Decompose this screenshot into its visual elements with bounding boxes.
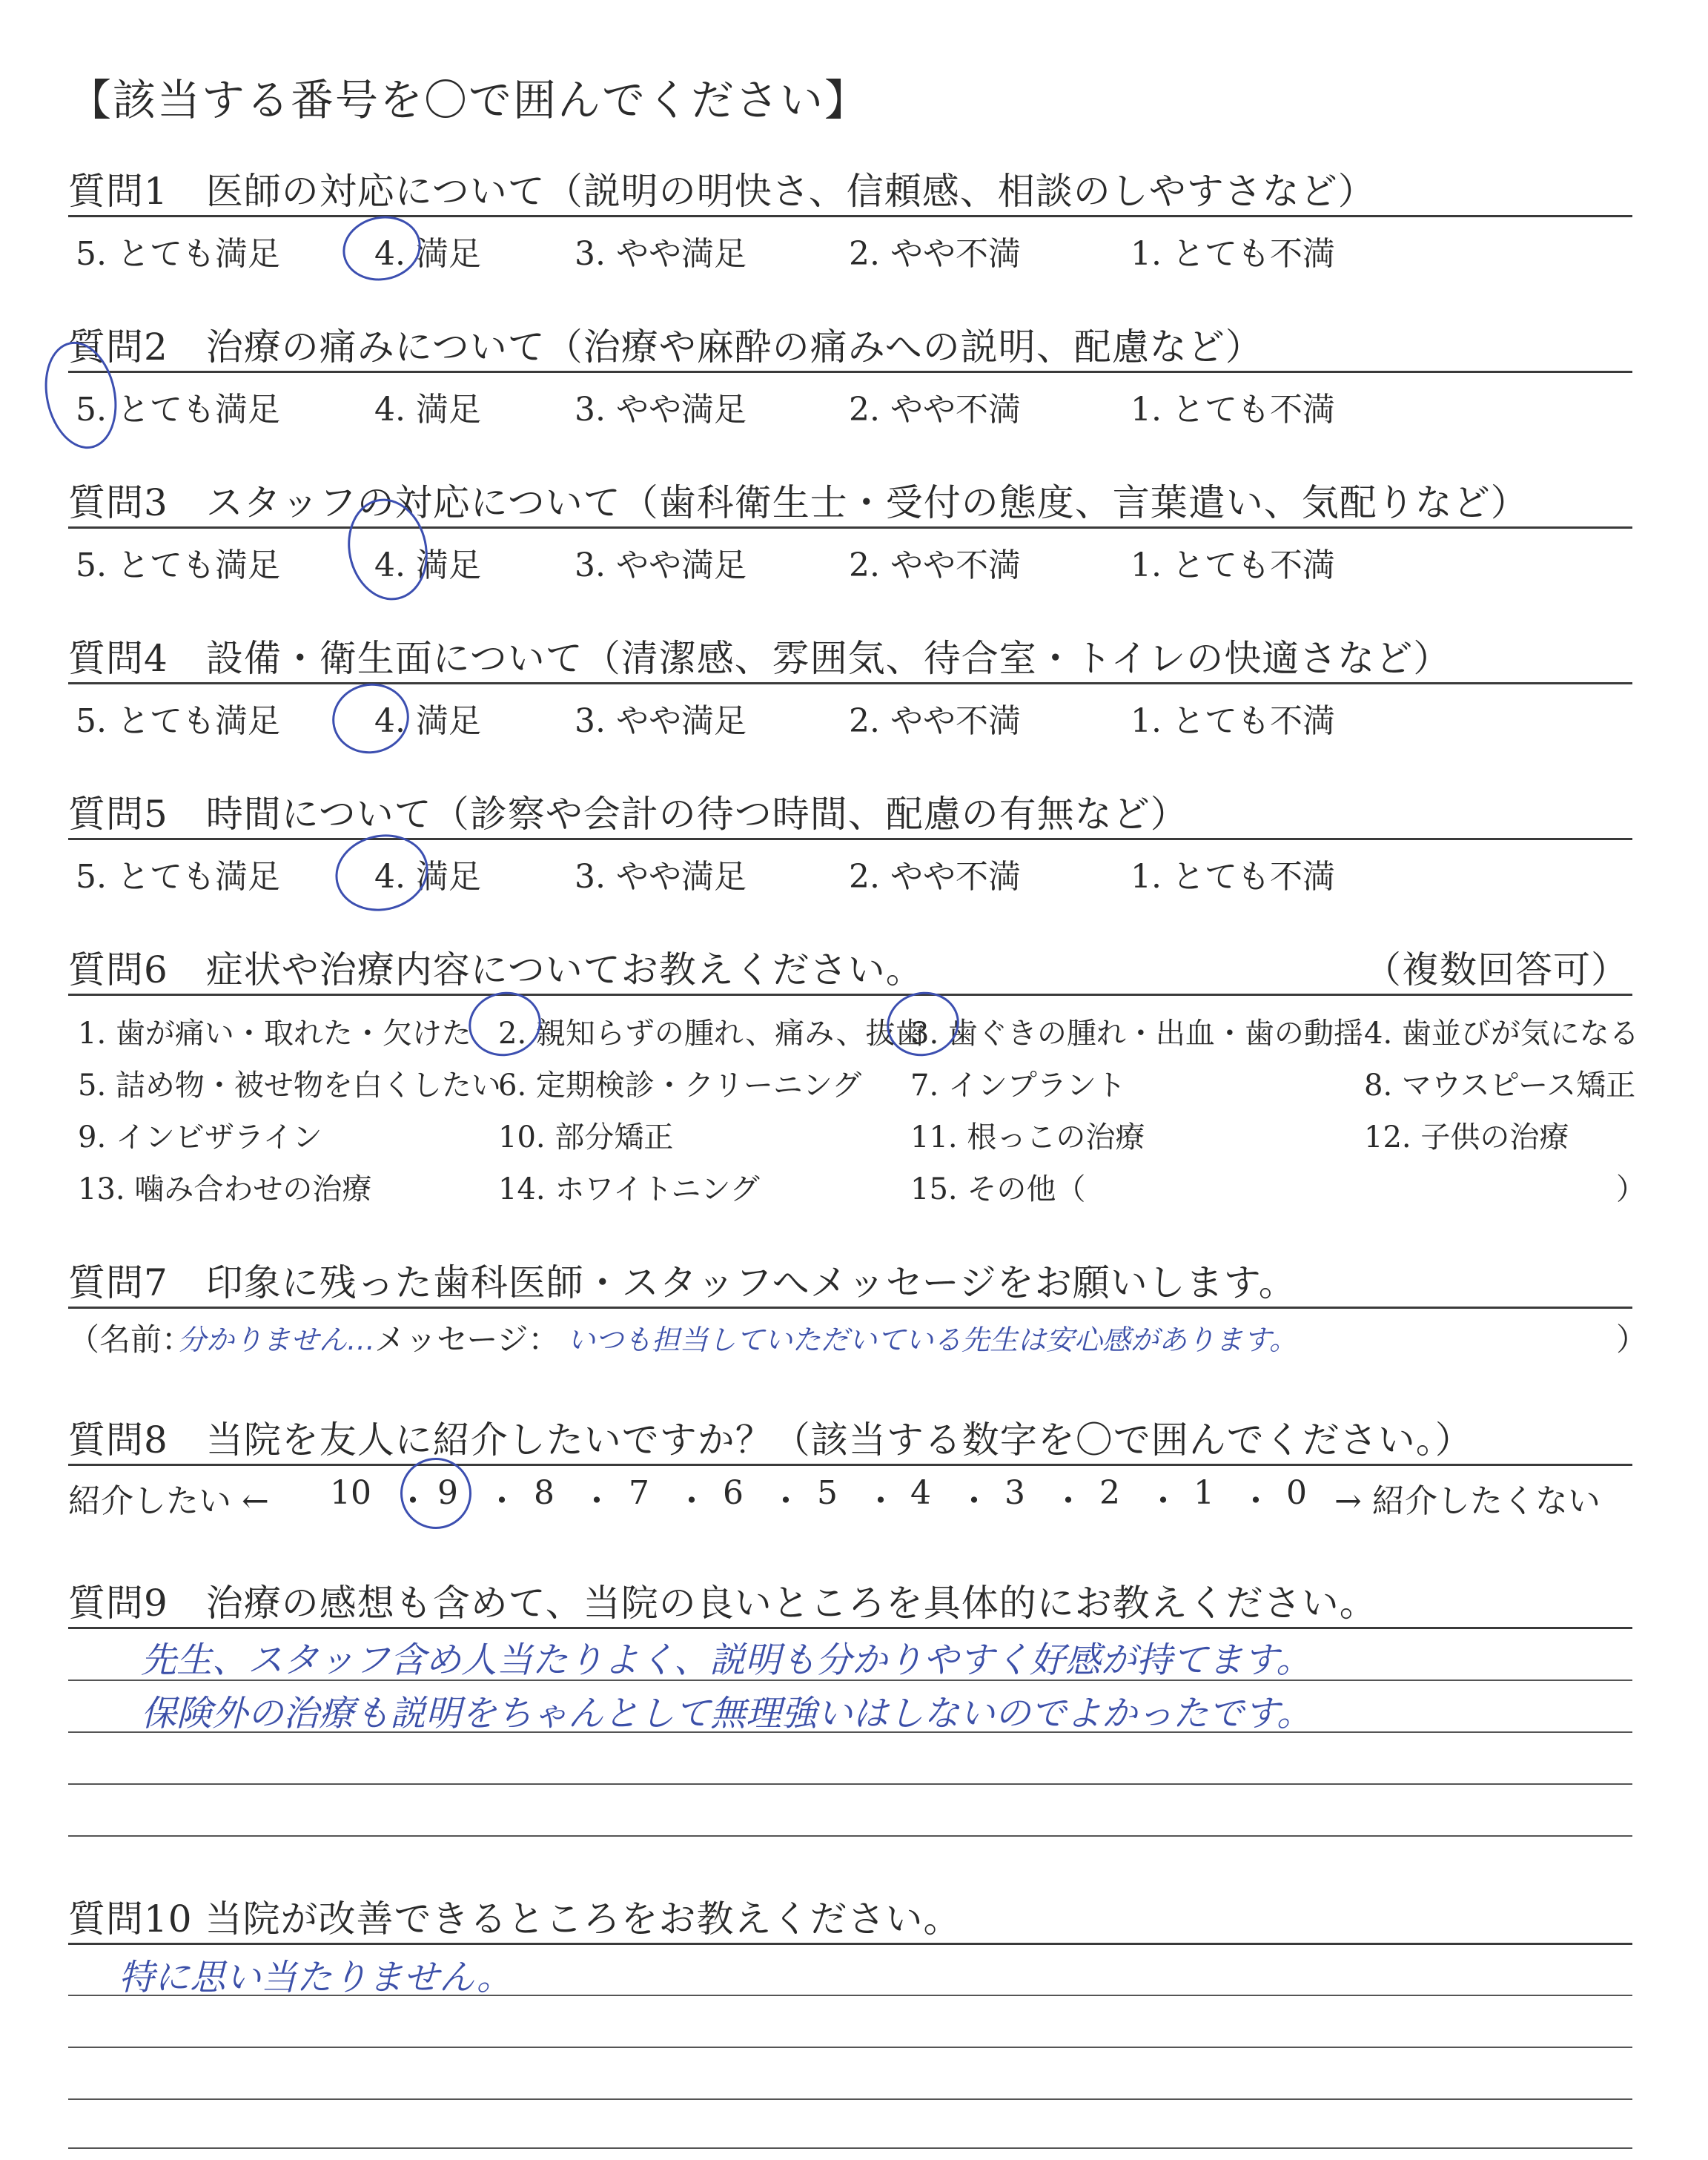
q6-option-9[interactable]: 9. インビザライン (78, 1120, 322, 1155)
q6-option-11[interactable]: 11. 根っこの治療 (910, 1120, 1145, 1155)
question-6-rule (68, 994, 1632, 996)
q1-selection-circle (337, 209, 427, 288)
q8-scale-2[interactable]: 2 (1099, 1474, 1120, 1512)
q8-scale-9[interactable]: 9 (437, 1474, 458, 1512)
q8-scale-8[interactable]: 8 (534, 1474, 555, 1512)
q8-dot: ・ (1239, 1482, 1272, 1520)
page-title: 【該当する番号を〇で囲んでください】 (68, 75, 870, 125)
q10-answer-line (68, 2147, 1632, 2149)
q7-message-answer[interactable]: いつも担当していただいている先生は安心感があります。 (567, 1324, 1297, 1356)
q8-dot: ・ (1052, 1482, 1085, 1520)
q6-option-3[interactable]: 3. 歯ぐきの腫れ・出血・歯の動揺 (910, 1017, 1363, 1051)
q10-answer-line (68, 2098, 1632, 2100)
question-3-rule (68, 526, 1632, 529)
q8-scale-0[interactable]: 0 (1286, 1474, 1307, 1512)
question-3-title: 質問3 スタッフの対応について（歯科衛生士・受付の態度、言葉遣い、気配りなど） (68, 481, 1529, 524)
q7-message-label: メッセージ： (374, 1321, 560, 1358)
question-1-title: 質問1 医師の対応について（説明の明快さ、信頼感、相談のしやすさなど） (68, 170, 1376, 213)
q8-scale-5[interactable]: 5 (817, 1474, 838, 1512)
question-6-note: （複数回答可） (1364, 948, 1629, 991)
q3-option-2[interactable]: 2. やや不満 (849, 546, 1021, 584)
q6-option-4[interactable]: 4. 歯並びが気になる (1364, 1017, 1639, 1051)
q1-option-1[interactable]: 1. とても不満 (1131, 235, 1335, 273)
q8-dot: ・ (1147, 1482, 1179, 1520)
q8-dot: ・ (486, 1482, 518, 1520)
q4-option-3[interactable]: 3. やや満足 (575, 702, 747, 740)
q8-dot: ・ (769, 1482, 802, 1520)
q6-option-15[interactable]: 15. その他（ (910, 1172, 1086, 1206)
q1-option-4[interactable]: 4. 満足 (374, 235, 481, 273)
q4-option-5[interactable]: 5. とても満足 (76, 702, 280, 740)
q5-option-4[interactable]: 4. 満足 (374, 858, 481, 896)
q1-option-2[interactable]: 2. やや不満 (849, 235, 1021, 273)
question-8-rule (68, 1464, 1632, 1466)
question-2-title: 質問2 治療の痛みについて（治療や麻酔の痛みへの説明、配慮など） (68, 326, 1263, 369)
question-6-title: 質問6 症状や治療内容についてお教えください。 (68, 948, 924, 991)
q6-option-5[interactable]: 5. 詰め物・被せ物を白くしたい (78, 1069, 501, 1103)
q7-close-paren: ） (1616, 1321, 1648, 1358)
q6-option-12[interactable]: 12. 子供の治療 (1364, 1120, 1569, 1155)
q8-scale-3[interactable]: 3 (1004, 1474, 1025, 1512)
q9-answer-line (68, 1835, 1632, 1837)
question-5-title: 質問5 時間について（診察や会計の待つ時間、配慮の有無など） (68, 793, 1188, 836)
q9-answer-line (68, 1783, 1632, 1785)
question-4-title: 質問4 設備・衛生面について（清潔感、雰囲気、待合室・トイレの快適さなど） (68, 637, 1452, 680)
q5-option-1[interactable]: 1. とても不満 (1131, 858, 1335, 896)
q5-option-3[interactable]: 3. やや満足 (575, 858, 747, 896)
q3-option-1[interactable]: 1. とても不満 (1131, 546, 1335, 584)
q8-left-label: 紹介したい ← (68, 1482, 269, 1520)
question-4-rule (68, 682, 1632, 684)
q2-option-1[interactable]: 1. とても不満 (1131, 391, 1335, 429)
q8-scale-7[interactable]: 7 (629, 1474, 649, 1512)
question-7-title: 質問7 印象に残った歯科医師・スタッフへメッセージをお願いします。 (68, 1261, 1297, 1304)
q6-option-7[interactable]: 7. インプラント (910, 1069, 1126, 1103)
q8-dot: ・ (397, 1482, 429, 1520)
question-5-rule (68, 838, 1632, 840)
q8-right-label: → 紹介したくない (1334, 1482, 1601, 1520)
q3-option-3[interactable]: 3. やや満足 (575, 546, 747, 584)
q1-option-5[interactable]: 5. とても満足 (76, 235, 280, 273)
q8-scale-6[interactable]: 6 (723, 1474, 744, 1512)
question-1-rule (68, 215, 1632, 217)
q3-option-4[interactable]: 4. 満足 (374, 546, 481, 584)
question-8-title: 質問8 当院を友人に紹介したいですか？（該当する数字を〇で囲んでください。） (68, 1418, 1473, 1462)
q8-scale-4[interactable]: 4 (910, 1474, 931, 1512)
question-9-title: 質問9 治療の感想も含めて、当院の良いところを具体的にお教えください。 (68, 1582, 1377, 1625)
q1-option-3[interactable]: 3. やや満足 (575, 235, 747, 273)
q8-dot: ・ (675, 1482, 708, 1520)
question-9-rule (68, 1627, 1632, 1629)
q2-option-4[interactable]: 4. 満足 (374, 391, 481, 429)
q5-option-2[interactable]: 2. やや不満 (849, 858, 1021, 896)
q9-answer-line-2[interactable]: 保険外の治療も説明をちゃんとして無理強いはしないのでよかったです。 (141, 1693, 1313, 1734)
q7-name-label: （名前： (68, 1321, 193, 1358)
question-2-rule (68, 371, 1632, 373)
q5-option-5[interactable]: 5. とても満足 (76, 858, 280, 896)
q6-option-14[interactable]: 14. ホワイトニング (498, 1172, 760, 1206)
q4-selection-circle (325, 676, 415, 761)
question-10-title: 質問10 当院が改善できるところをお教えください。 (68, 1898, 961, 1941)
q8-scale-10[interactable]: 10 (330, 1474, 371, 1512)
q6-option-6[interactable]: 6. 定期検診・クリーニング (498, 1069, 862, 1103)
q7-name-answer[interactable]: 分かりません… (178, 1324, 376, 1356)
q8-dot: ・ (864, 1482, 897, 1520)
q6-option-10[interactable]: 10. 部分矯正 (498, 1120, 674, 1155)
q3-option-5[interactable]: 5. とても満足 (76, 546, 280, 584)
q4-option-1[interactable]: 1. とても不満 (1131, 702, 1335, 740)
q2-option-5[interactable]: 5. とても満足 (76, 391, 280, 429)
q6-option-1[interactable]: 1. 歯が痛い・取れた・欠けた (78, 1017, 471, 1051)
q6-option-8[interactable]: 8. マウスピース矯正 (1364, 1069, 1636, 1103)
q2-option-2[interactable]: 2. やや不満 (849, 391, 1021, 429)
q6-option-13[interactable]: 13. 噛み合わせの治療 (78, 1172, 372, 1206)
q10-answer-line-1[interactable]: 特に思い当たりません。 (119, 1957, 512, 1998)
q4-option-4[interactable]: 4. 満足 (374, 702, 481, 740)
q8-scale-1[interactable]: 1 (1194, 1474, 1214, 1512)
q4-option-2[interactable]: 2. やや不満 (849, 702, 1021, 740)
q6-option-2[interactable]: 2. 親知らずの腫れ、痛み、抜歯 (498, 1017, 925, 1051)
q9-answer-line-1[interactable]: 先生、スタッフ含め人当たりよく、説明も分かりやすく好感が持てます。 (141, 1639, 1312, 1681)
q8-dot: ・ (958, 1482, 990, 1520)
q2-option-3[interactable]: 3. やや満足 (575, 391, 747, 429)
q6-option-15-close: ） (1616, 1172, 1646, 1206)
question-7-rule (68, 1307, 1632, 1309)
question-10-rule (68, 1943, 1632, 1945)
q10-answer-line (68, 2047, 1632, 2048)
q8-dot: ・ (580, 1482, 613, 1520)
